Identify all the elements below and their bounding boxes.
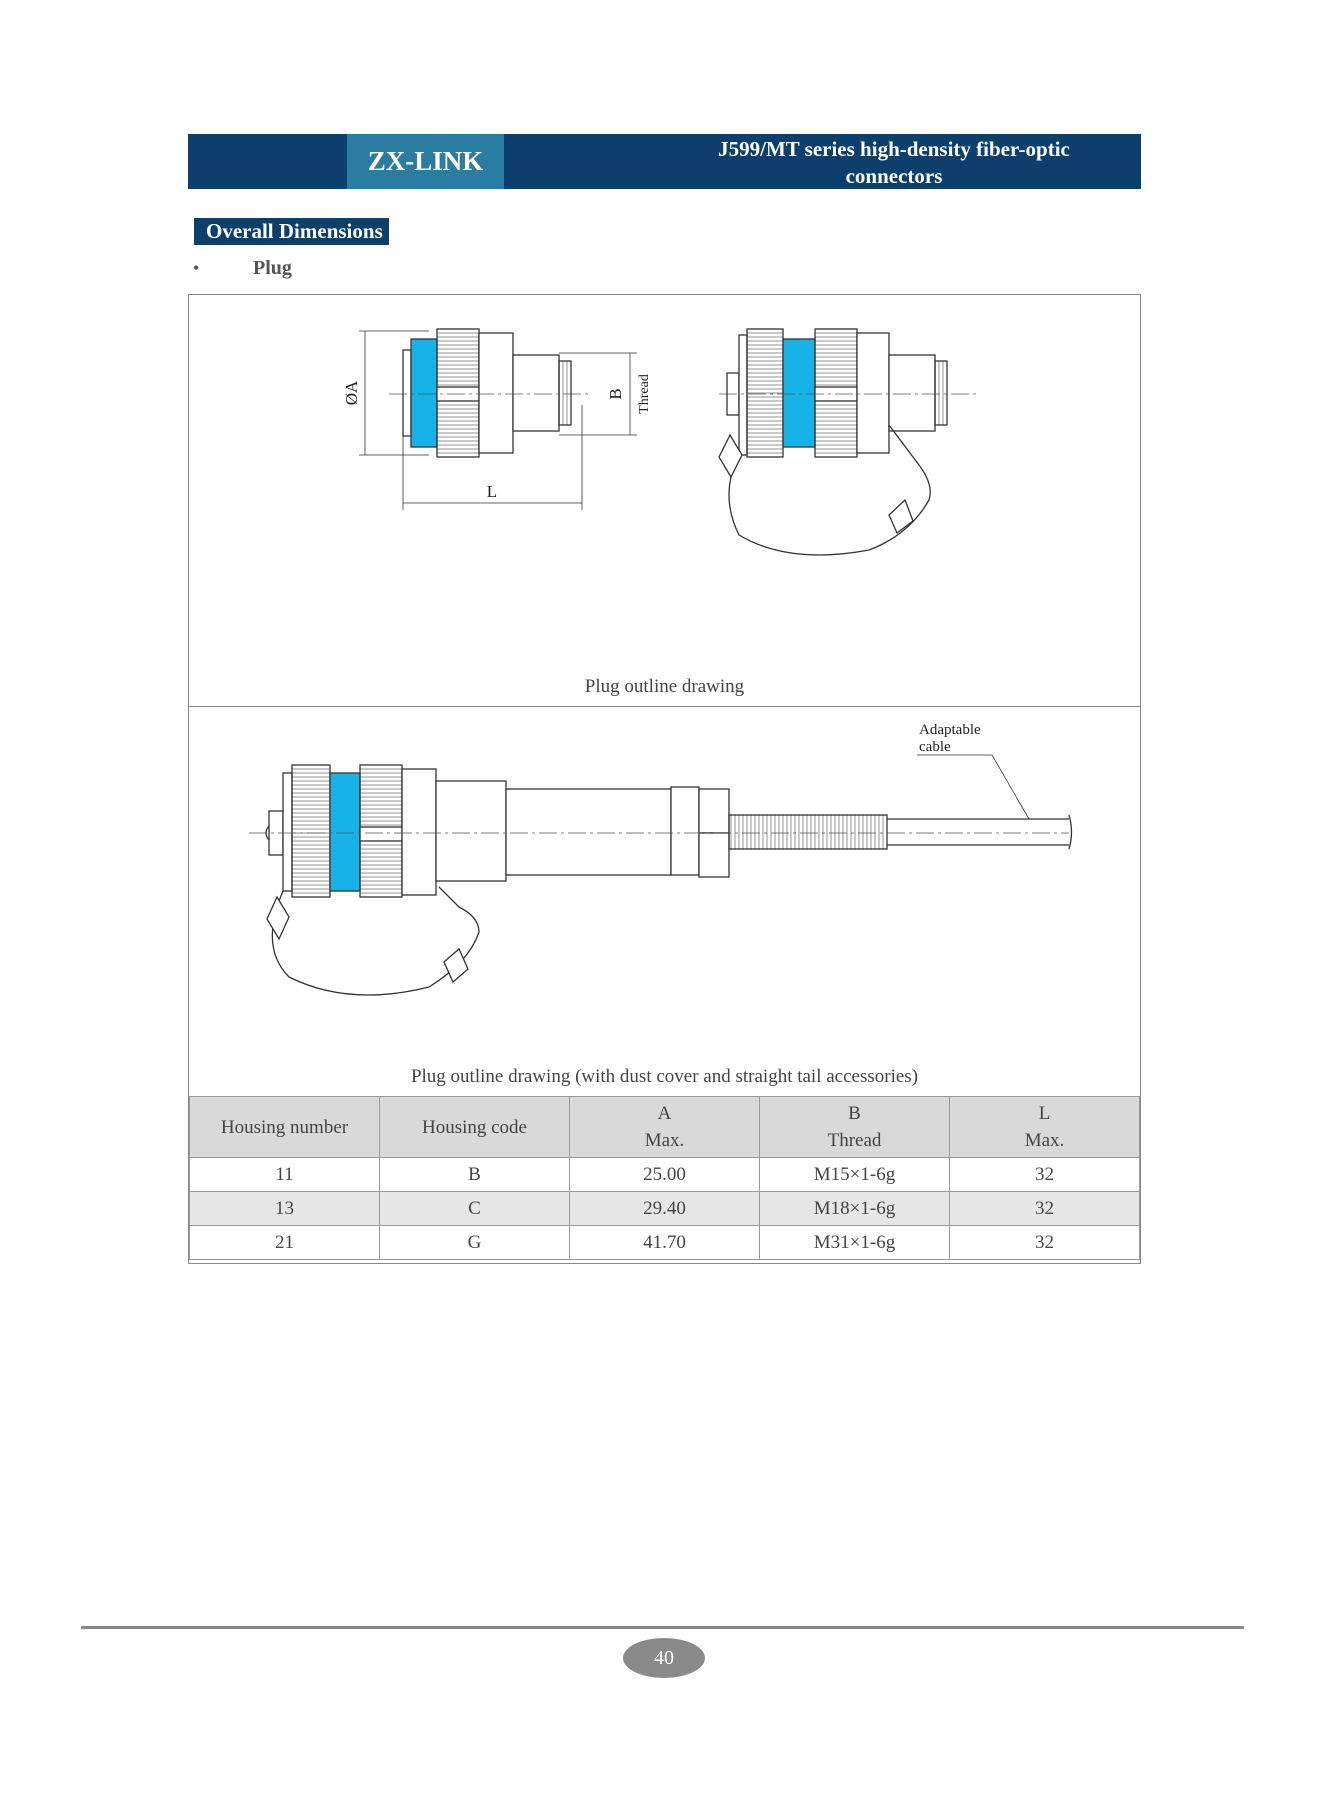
length-l-label: L (486, 482, 498, 501)
cell-b: M31×1-6g (760, 1226, 950, 1260)
plug-with-accessories-drawing (189, 707, 1140, 1095)
cell-housing-code: C (380, 1192, 570, 1226)
drawing2-caption: Plug outline drawing (with dust cover and straight tail accessories) (410, 1066, 919, 1087)
table-row (190, 1226, 1140, 1260)
cell-a: 25.00 (570, 1158, 760, 1192)
cell-housing-number: 21 (190, 1226, 380, 1260)
cell-l: 32 (950, 1192, 1140, 1226)
thread-b-label: B (606, 388, 625, 400)
section-title: Overall Dimensions (194, 218, 389, 245)
header-b: B Thread (760, 1097, 950, 1158)
header-housing-number: Housing number (190, 1097, 380, 1158)
cell-a: 41.70 (570, 1226, 760, 1260)
callout-line1: Adaptable (919, 722, 981, 738)
bullet-icon: • (193, 258, 200, 278)
header-housing-code: Housing code (380, 1097, 570, 1158)
document-title-line1: J599/MT series high-density fiber-optic (718, 137, 1070, 161)
cell-b: M15×1-6g (760, 1158, 950, 1192)
table-row (190, 1158, 1140, 1192)
footer-divider (81, 1626, 1244, 1629)
document-title (674, 136, 1114, 188)
cell-l: 32 (950, 1226, 1140, 1260)
drawing1-caption: Plug outline drawing (584, 676, 745, 697)
brand-logo: ZX-LINK (347, 134, 504, 189)
dimensions-table (189, 1096, 1140, 1260)
cell-housing-code: B (380, 1158, 570, 1192)
cell-housing-number: 11 (190, 1158, 380, 1192)
plug-outline-drawing (189, 295, 1140, 706)
header-l: L Max. (950, 1097, 1140, 1158)
diameter-a-label: ØA (342, 380, 361, 406)
document-title-line2: connectors (845, 164, 943, 188)
header-a: A Max. (570, 1097, 760, 1158)
page-header (188, 134, 1141, 189)
thread-label: Thread (637, 374, 652, 414)
cell-l: 32 (950, 1158, 1140, 1192)
table-row (190, 1192, 1140, 1226)
cell-housing-number: 13 (190, 1192, 380, 1226)
page-number: 40 (623, 1638, 705, 1678)
drawing-frame (188, 294, 1141, 1264)
callout-line2: cable (919, 739, 951, 755)
cell-housing-code: G (380, 1226, 570, 1260)
cell-b: M18×1-6g (760, 1192, 950, 1226)
table-header-row (190, 1097, 1140, 1158)
subsection-title: Plug (253, 257, 292, 279)
cell-a: 29.40 (570, 1192, 760, 1226)
